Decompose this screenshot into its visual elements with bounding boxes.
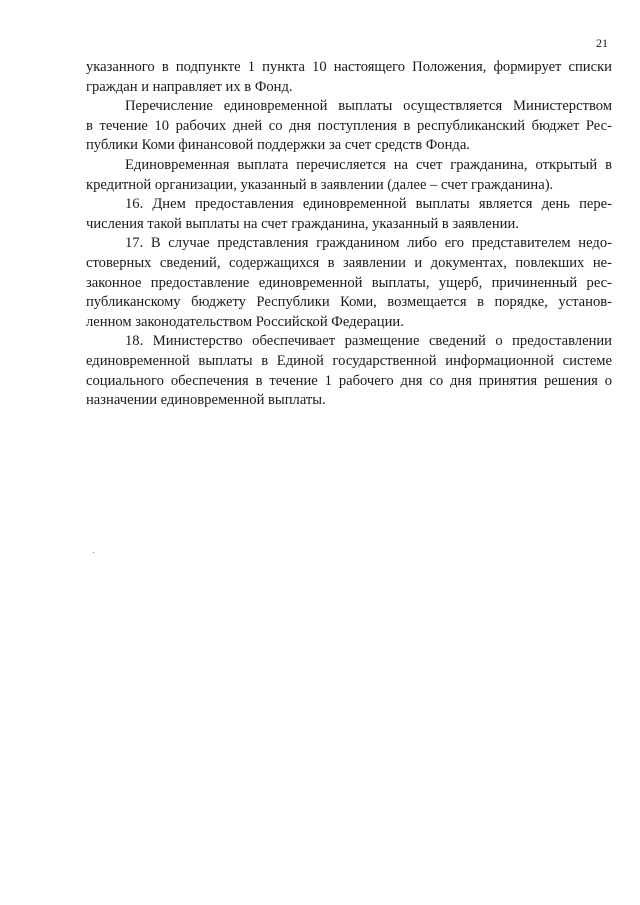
text-line: 16. Днем предоставления единовременной выплаты является день пере- [125, 196, 612, 213]
scan-speck [93, 552, 94, 553]
paragraph-16 [86, 195, 612, 234]
paragraph-transfer [86, 97, 612, 156]
text-line: граждан и направляет их в Фонд. [86, 78, 293, 95]
text-line: законное предоставление единовременной выплаты, ущерб, причиненный рес- [86, 274, 612, 291]
paragraph-17 [86, 234, 612, 332]
text-line: назначении единовременной выплаты. [86, 392, 326, 409]
text-line: Единовременная выплата перечисляется на счет гражданина, открытый в [125, 156, 612, 173]
text-line: публиканскому бюджету Республики Коми, возмещается в порядке, установ- [86, 294, 612, 311]
page-number: 21 [596, 36, 608, 50]
paragraph-continuation [86, 58, 612, 97]
text-line: Перечисление единовременной выплаты осуществляется Министерством [125, 98, 612, 115]
text-line: социального обеспечения в течение 1 рабочего дня со дня принятия решения о [86, 372, 612, 389]
text-line: 18. Министерство обеспечивает размещение сведений о предоставлении [125, 333, 612, 350]
paragraph-18 [86, 332, 612, 410]
text-line: публики Коми финансовой поддержки за счет средств Фонда. [86, 137, 470, 154]
paragraph-account [86, 156, 612, 195]
text-line: 17. В случае представления гражданином либо его представителем недо- [125, 235, 612, 252]
document-body [86, 58, 612, 411]
text-line: кредитной организации, указанный в заявлении (далее – счет гражданина). [86, 176, 554, 193]
text-line: единовременной выплаты в Единой государственной информационной системе [86, 352, 612, 369]
text-line: числения такой выплаты на счет гражданина, указанный в заявлении. [86, 215, 519, 232]
text-line: ленном законодательством Российской Федерации. [86, 313, 404, 330]
text-line: стоверных сведений, содержащихся в заявлении и документах, повлекших не- [86, 254, 612, 271]
text-line: в течение 10 рабочих дней со дня поступления в республиканский бюджет Рес- [86, 117, 612, 134]
text-line: указанного в подпункте 1 пункта 10 настоящего Положения, формирует списки [86, 59, 612, 75]
